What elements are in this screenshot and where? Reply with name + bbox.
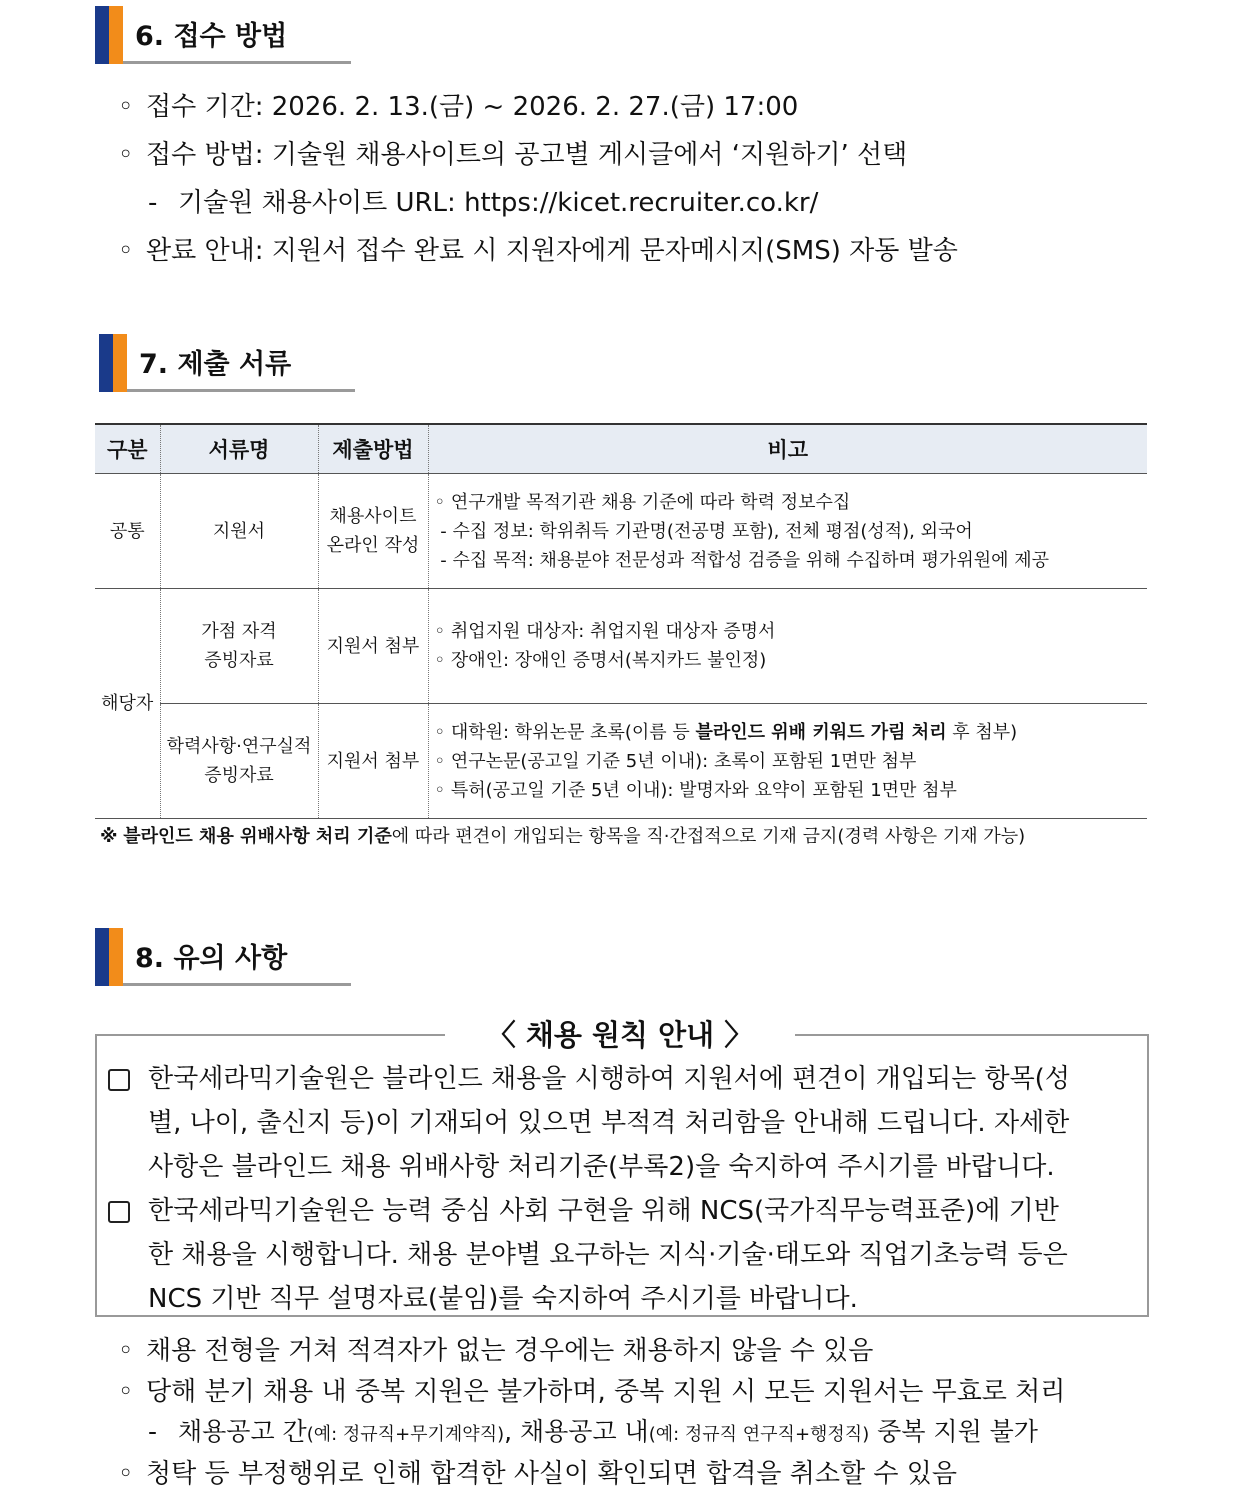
note-duplicate: ◦ 당해 분기 채용 내 중복 지원은 불가하며, 중복 지원 시 모든 지원서는 무효로 처리 [118, 1377, 1066, 1407]
row-category: 공통 [95, 474, 160, 589]
section-6-heading [95, 6, 355, 64]
table-row [95, 474, 1147, 589]
table-footnote: ※ 블라인드 채용 위배사항 처리 기준에 따라 편견이 개입되는 항목을 직·간접적으로 기재 금지(경력 사항은 기재 가능) [100, 826, 1026, 847]
application-period: ◦ 접수 기간: 2026. 2. 13.(금) ~ 2026. 2. 27.(금) 17:00 [118, 92, 799, 122]
recruit-site-url: - 기술원 채용사이트 URL: https://kicet.recruiter.co.kr/ [148, 188, 819, 218]
table-row [95, 589, 1147, 704]
heading-underline [127, 389, 355, 392]
checkbox-icon [108, 1069, 130, 1091]
heading-bar-orange [113, 334, 127, 392]
row-document: 가점 자격 증빙자료 [160, 589, 318, 704]
row-remarks: ◦ 대학원: 학위논문 초록(이름 등 블라인드 위배 키워드 가림 처리 후 첨부) ◦ 연구논문(공고일 기준 5년 이내): 초록이 포함된 1면만 첨부 ◦ 특허(공고일 기준 5년 이내): 발명자와 요약이 포함된 1면만 첨부 [428, 704, 1147, 819]
heading-bar-blue [99, 334, 113, 392]
note-duplicate-detail: - 채용공고 간(예: 정규직+무기계약직), 채용공고 내(예: 정규직 연구직+행정직) 중복 지원 불가 [148, 1417, 1038, 1446]
row-remarks: ◦ 연구개발 목적기관 채용 기준에 따라 학력 정보수집 - 수집 정보: 학위취득 기관명(전공명 포함), 전체 평점(성적), 외국어 - 수집 목적: 채용분야 전문성과 적합성 검증을 위해 수집하며 평가위원에 제공 [428, 474, 1147, 589]
heading-bar-blue [95, 6, 109, 64]
table-header-row [95, 424, 1147, 474]
row-document: 지원서 [160, 474, 318, 589]
header-category: 구분 [95, 424, 160, 474]
note-no-hire: ◦ 채용 전형을 거쳐 적격자가 없는 경우에는 채용하지 않을 수 있음 [118, 1336, 874, 1366]
heading-bar-orange [109, 6, 123, 64]
row-method: 지원서 첨부 [318, 589, 428, 704]
section-8-heading [95, 928, 355, 986]
row-category: 해당자 [95, 589, 160, 819]
completion-notice: ◦ 완료 안내: 지원서 접수 완료 시 지원자에게 문자메시지(SMS) 자동 발송 [118, 236, 958, 266]
row-remarks: ◦ 취업지원 대상자: 취업지원 대상자 증명서 ◦ 장애인: 장애인 증명서(복지카드 불인정) [428, 589, 1147, 704]
principles-title: 〈 채용 원칙 안내 〉 [445, 1012, 795, 1058]
section-7-title: 7. 제출 서류 [139, 349, 292, 380]
documents-table [95, 423, 1147, 819]
table-row [95, 704, 1147, 819]
checkbox-icon [108, 1201, 130, 1223]
header-remarks: 비고 [428, 424, 1147, 474]
heading-bar-orange [109, 928, 123, 986]
section-6-title: 6. 접수 방법 [135, 21, 288, 52]
heading-underline [123, 61, 351, 64]
note-fraud: ◦ 청탁 등 부정행위로 인해 합격한 사실이 확인되면 합격을 취소할 수 있음 [118, 1459, 958, 1489]
header-method: 제출방법 [318, 424, 428, 474]
section-7-heading [99, 334, 359, 392]
row-method: 지원서 첨부 [318, 704, 428, 819]
row-method: 채용사이트 온라인 작성 [318, 474, 428, 589]
heading-bar-blue [95, 928, 109, 986]
heading-underline [123, 983, 351, 986]
application-method: ◦ 접수 방법: 기술원 채용사이트의 공고별 게시글에서 ‘지원하기’ 선택 [118, 140, 908, 170]
section-8-title: 8. 유의 사항 [135, 943, 288, 974]
header-document: 서류명 [160, 424, 318, 474]
row-document: 학력사항·연구실적 증빙자료 [160, 704, 318, 819]
